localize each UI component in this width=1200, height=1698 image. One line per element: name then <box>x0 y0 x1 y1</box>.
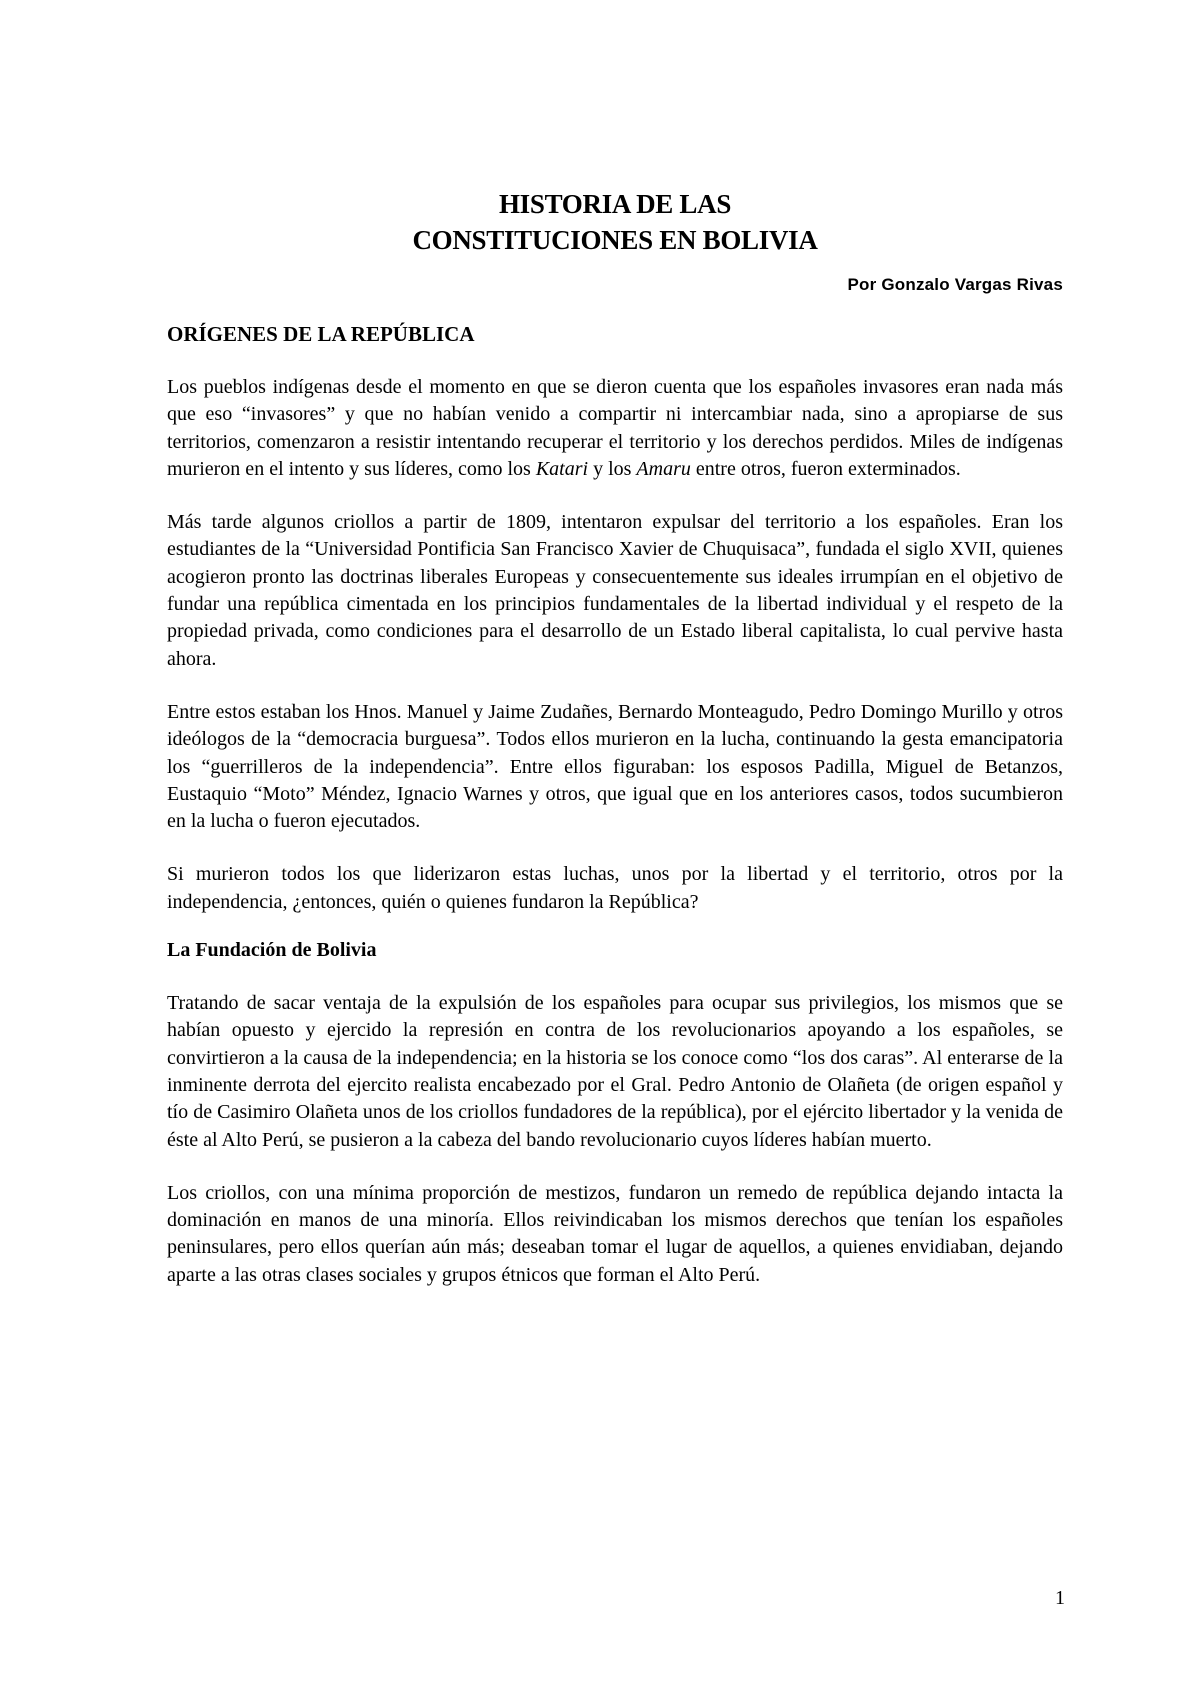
paragraph-1 <box>167 374 1063 483</box>
paragraph-2: Más tarde algunos criollos a partir de 1809, intentaron expulsar del territorio a los españoles. Eran los estudiantes de la “Universidad Pontificia San Francisco Xavier de Chuquisaca”, fundada el siglo XVII, quienes acogieron pronto las doctrinas liberales Europeas y consecuentemente sus ideales irrumpían en el objetivo de fundar una república cimentada en los principios fundamentales de la libertad individual y el respeto de la propiedad privada, como condiciones para el desarrollo de un Estado liberal capitalista, lo cual pervive hasta ahora. <box>167 511 1063 670</box>
paragraph-1-text-b: y los <box>588 457 637 480</box>
section-heading-origenes: ORÍGENES DE LA REPÚBLICA <box>167 322 475 346</box>
katari-italic: Katari <box>535 457 589 480</box>
document-title <box>167 186 1063 258</box>
amaru-italic: Amaru <box>636 457 691 480</box>
page-content <box>167 186 1063 1289</box>
paragraph-3: Entre estos estaban los Hnos. Manuel y Jaime Zudañes, Bernardo Monteagudo, Pedro Domingo Murillo y otros ideólogos de la “democracia burguesa”. Todos ellos murieron en la lucha, continuando la gesta emancipatoria los “guerrilleros de la independencia”. Entre ellos figuraban: los esposos Padilla, Miguel de Betanzos, Eustaquio “Moto” Méndez, Ignacio Warnes y otros, que igual que en los anteriores casos, todos sucumbieron en la lucha o fueron ejecutados. <box>167 700 1063 833</box>
title-line-2: CONSTITUCIONES EN BOLIVIA <box>412 225 818 255</box>
section-heading-fundacion: La Fundación de Bolivia <box>167 939 377 962</box>
page-number: 1 <box>1055 1587 1065 1609</box>
paragraph-5: Tratando de sacar ventaja de la expulsión de los españoles para ocupar sus privilegios, los mismos que se habían opuesto y ejercido la represión en contra de los revolucionarios apoyando a los españoles, se convirtieron a la causa de la independencia; en la historia se los conoce como “los dos caras”. Al enterarse de la inminente derrota del ejercito realista encabezado por el Gral. Pedro Antonio de Olañeta (de origen español y tío de Casimiro Olañeta unos de los criollos fundadores de la república), por el ejército libertador y la venida de éste al Alto Perú, se pusieron a la cabeza del bando revolucionario cuyos líderes habían muerto. <box>167 992 1063 1151</box>
paragraph-4: Si murieron todos los que liderizaron estas luchas, unos por la libertad y el territorio, otros por la independencia, ¿entonces, quién o quienes fundaron la República? <box>167 863 1063 913</box>
paragraph-1-text-a: Los pueblos indígenas desde el momento en que se dieron cuenta que los españoles invasores eran nada más que eso “invasores” y que no habían venido a compartir ni intercambiar nada, sino a apropiarse de sus territorios, comenzaron a resistir intentando recuperar el territorio y los derechos perdidos. Miles de indígenas murieron en el intento y sus líderes, como los <box>167 376 1063 480</box>
paragraph-6: Los criollos, con una mínima proporción de mestizos, fundaron un remedo de república dejando intacta la dominación en manos de una minoría. Ellos reivindicaban los mismos derechos que tenían los españoles peninsulares, pero ellos querían aún más; deseaban tomar el lugar de aquellos, a quienes envidiaban, dejando aparte a las otras clases sociales y grupos étnicos que forman el Alto Perú. <box>167 1181 1063 1286</box>
paragraph-1-text-c: entre otros, fueron exterminados. <box>690 457 961 480</box>
author-byline: Por Gonzalo Vargas Rivas <box>847 275 1063 294</box>
title-line-1: HISTORIA DE LAS <box>498 189 732 219</box>
